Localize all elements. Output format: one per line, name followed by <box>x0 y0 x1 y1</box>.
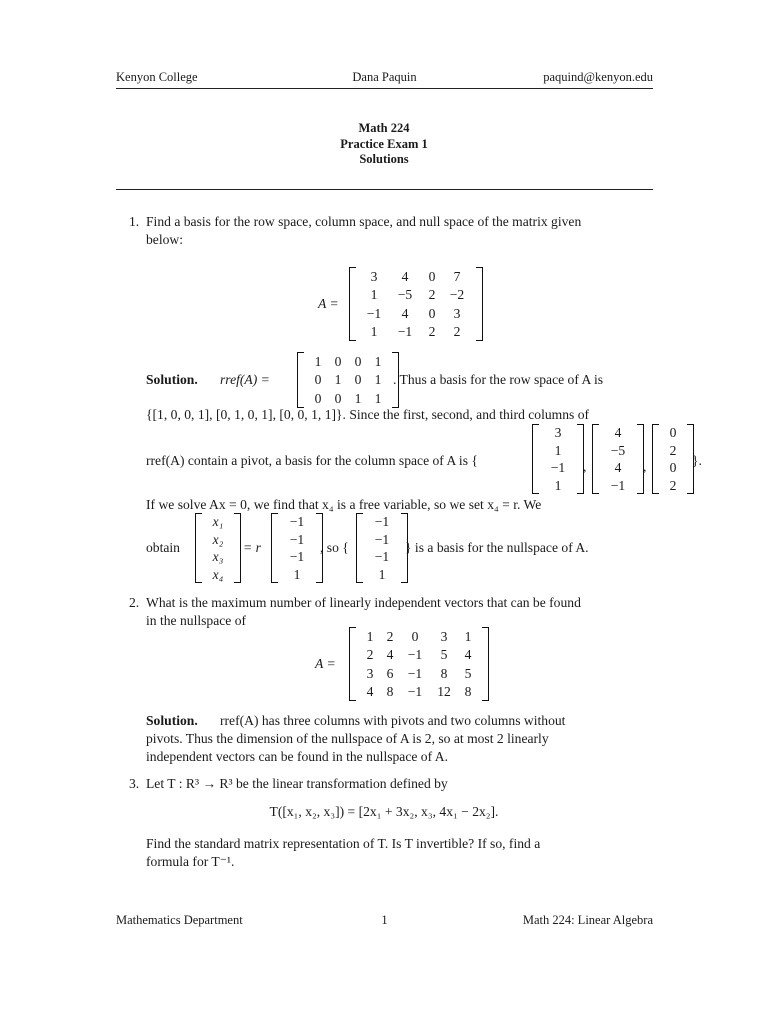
matrix-cell: 1 <box>370 287 378 303</box>
vector-cell: 1 <box>554 442 562 458</box>
matrix-cell: 0 <box>411 628 419 644</box>
vector-cell: 4 <box>614 425 622 440</box>
q3-text-line1: Let T : R³ → R³ be the linear transformation defined by <box>146 776 448 791</box>
q3-number: 3. <box>129 776 140 791</box>
footer-department: Mathematics Department <box>116 913 243 927</box>
matrix-cell: 2 <box>428 324 436 340</box>
bracket-left <box>349 627 356 701</box>
vector-cell: 4 <box>614 460 622 475</box>
header-author: Dana Paquin <box>352 70 417 84</box>
title-course: Math 224 <box>358 121 410 135</box>
matrix-cell: 1 <box>314 353 322 369</box>
vector-cell: 1 <box>293 566 301 582</box>
matrix-cell: 2 <box>366 647 374 663</box>
q1-matrix <box>349 267 483 341</box>
matrix-cell: 1 <box>366 628 374 644</box>
matrix-cell: 4 <box>401 268 409 284</box>
q1-rref-label: rref(A) = <box>220 372 270 387</box>
q1-text-line2: below: <box>146 232 183 247</box>
vector-cell: x₂ <box>212 531 224 547</box>
q1-solution-text-c: rref(A) contain a pivot, a basis for the column space of A is { <box>146 453 478 468</box>
matrix-cell: 6 <box>386 665 394 681</box>
comma: , <box>643 459 647 474</box>
matrix-cell: 8 <box>386 684 394 700</box>
matrix-cell: 0 <box>428 305 436 321</box>
comma: , <box>583 459 587 474</box>
vector-cell: 1 <box>378 566 386 582</box>
matrix-cell: 2 <box>386 628 394 644</box>
q1-column-vector-1 <box>532 424 587 494</box>
bracket-left <box>356 513 363 583</box>
q1-column-vector-2 <box>592 424 647 494</box>
q3-text-line2: Find the standard matrix representation of T. Is T invertible? If so, find a <box>146 836 541 851</box>
bracket-left <box>532 424 539 494</box>
vector-cell: −1 <box>550 460 566 475</box>
matrix-cell: 1 <box>354 391 362 407</box>
vector-cell: x₁ <box>212 514 224 529</box>
q2-solution-line2: pivots. Thus the dimension of the nullspace of A is 2, so at most 2 linearly <box>146 731 549 746</box>
q2-number: 2. <box>129 595 140 610</box>
matrix-cell: 4 <box>386 647 394 663</box>
q1-number: 1. <box>129 214 140 229</box>
q2-solution-line1: rref(A) has three columns with pivots and two columns without <box>220 713 566 728</box>
q1-x-vector <box>195 513 241 583</box>
matrix-cell: −1 <box>407 647 423 663</box>
matrix-cell: 2 <box>453 324 461 340</box>
q1-r-vector <box>271 513 323 583</box>
q1-solution-text-b: {[1, 0, 0, 1], [0, 1, 0, 1], [0, 0, 1, 1]}. Since the first, second, and third columns of <box>146 407 590 422</box>
bracket-left <box>271 513 278 583</box>
matrix-cell: 8 <box>440 665 448 681</box>
matrix-cell: 8 <box>464 684 472 700</box>
bracket-right <box>234 513 241 583</box>
vector-cell: 2 <box>669 442 677 458</box>
vector-cell: 0 <box>669 460 677 475</box>
q1-nullspace-vector <box>356 513 408 583</box>
header-institution: Kenyon College <box>116 70 198 84</box>
q2-text-line2: in the nullspace of <box>146 613 247 628</box>
q1-solution-text-e: } is a basis for the nullspace of A. <box>405 540 589 555</box>
q1-solution-label: Solution. <box>146 372 198 387</box>
matrix-cell: 1 <box>370 324 378 340</box>
matrix-cell: 1 <box>374 391 382 407</box>
q2-matrix <box>349 627 489 701</box>
bracket-left <box>195 513 202 583</box>
matrix-cell: 0 <box>354 372 362 388</box>
matrix-cell: 5 <box>464 665 472 681</box>
title-solutions: Solutions <box>359 152 409 166</box>
bracket-right <box>476 267 483 341</box>
vector-cell: −1 <box>374 514 390 529</box>
q2-text-line1: What is the maximum number of linearly independent vectors that can be found <box>146 595 581 610</box>
matrix-cell: −1 <box>366 305 382 321</box>
header-email: paquind@kenyon.edu <box>543 70 653 84</box>
matrix-cell: −5 <box>397 287 413 303</box>
bracket-left <box>592 424 599 494</box>
bracket-left <box>652 424 659 494</box>
bracket-left <box>297 352 304 408</box>
page-footer <box>116 913 653 931</box>
vector-cell: −5 <box>610 442 626 458</box>
vector-cell: −1 <box>610 477 626 493</box>
q1-so: , so { <box>320 540 349 555</box>
matrix-cell: −1 <box>407 684 423 700</box>
matrix-cell: 1 <box>464 628 472 644</box>
vector-cell: −1 <box>289 531 305 547</box>
q1-solution-text-d: If we solve Ax = 0, we find that x₄ is a free variable, so we set x₄ = r. We <box>146 497 542 512</box>
title-divider <box>116 189 653 190</box>
matrix-cell: 1 <box>374 353 382 369</box>
q1-column-vector-3 <box>652 424 694 494</box>
matrix-cell: −2 <box>449 287 465 303</box>
bracket-left <box>349 267 356 341</box>
q1-matrix-label: A = <box>318 296 339 311</box>
matrix-cell: 4 <box>366 684 374 700</box>
footer-course: Math 224: Linear Algebra <box>522 913 653 927</box>
q2-solution-line3: independent vectors can be found in the nullspace of A. <box>146 749 448 764</box>
matrix-cell: 3 <box>370 268 378 284</box>
matrix-cell: 3 <box>440 628 448 644</box>
vector-cell: −1 <box>289 514 305 529</box>
footer-page-number: 1 <box>381 913 388 927</box>
matrix-cell: 0 <box>334 391 342 407</box>
q1-text-line1: Find a basis for the row space, column space, and null space of the matrix given <box>146 214 582 229</box>
vector-cell: x₄ <box>212 566 224 582</box>
q2-matrix-label: A = <box>315 656 336 671</box>
vector-cell: −1 <box>374 531 390 547</box>
set-close: }. <box>692 453 702 468</box>
matrix-cell: 1 <box>374 372 382 388</box>
vector-cell: x₃ <box>212 549 224 564</box>
matrix-cell: −1 <box>407 665 423 681</box>
q1-rref-matrix <box>297 352 399 408</box>
vector-cell: −1 <box>289 549 305 564</box>
q1-solution-text-a: . Thus a basis for the row space of A is <box>393 372 604 387</box>
matrix-cell: 1 <box>334 372 342 388</box>
q2-solution-label: Solution. <box>146 713 198 728</box>
vector-cell: 1 <box>554 477 562 493</box>
vector-cell: −1 <box>374 549 390 564</box>
matrix-cell: 2 <box>428 287 436 303</box>
matrix-cell: 12 <box>437 684 451 700</box>
q1-obtain: obtain <box>146 540 180 555</box>
vector-cell: 0 <box>669 425 677 440</box>
matrix-cell: 0 <box>314 372 322 388</box>
matrix-cell: 0 <box>428 268 436 284</box>
vector-cell: 2 <box>669 477 677 493</box>
matrix-cell: 3 <box>453 305 461 321</box>
page-header <box>116 70 653 89</box>
matrix-cell: −1 <box>397 324 413 340</box>
matrix-cell: 0 <box>334 353 342 369</box>
q1-equals-r: = r <box>243 540 261 555</box>
matrix-cell: 4 <box>464 647 472 663</box>
vector-cell: 3 <box>554 425 562 440</box>
matrix-cell: 7 <box>453 268 461 284</box>
q3-text-line3: formula for T⁻¹. <box>146 854 235 869</box>
matrix-cell: 0 <box>354 353 362 369</box>
matrix-cell: 3 <box>366 665 374 681</box>
matrix-cell: 5 <box>440 647 448 663</box>
matrix-cell: 0 <box>314 391 322 407</box>
matrix-cell: 4 <box>401 305 409 321</box>
document-title <box>0 121 768 168</box>
bracket-right <box>482 627 489 701</box>
title-exam: Practice Exam 1 <box>340 136 428 151</box>
q3-formula: T([x₁, x₂, x₃]) = [2x₁ + 3x₂, x₃, 4x₁ − 2x₂]. <box>269 804 499 819</box>
